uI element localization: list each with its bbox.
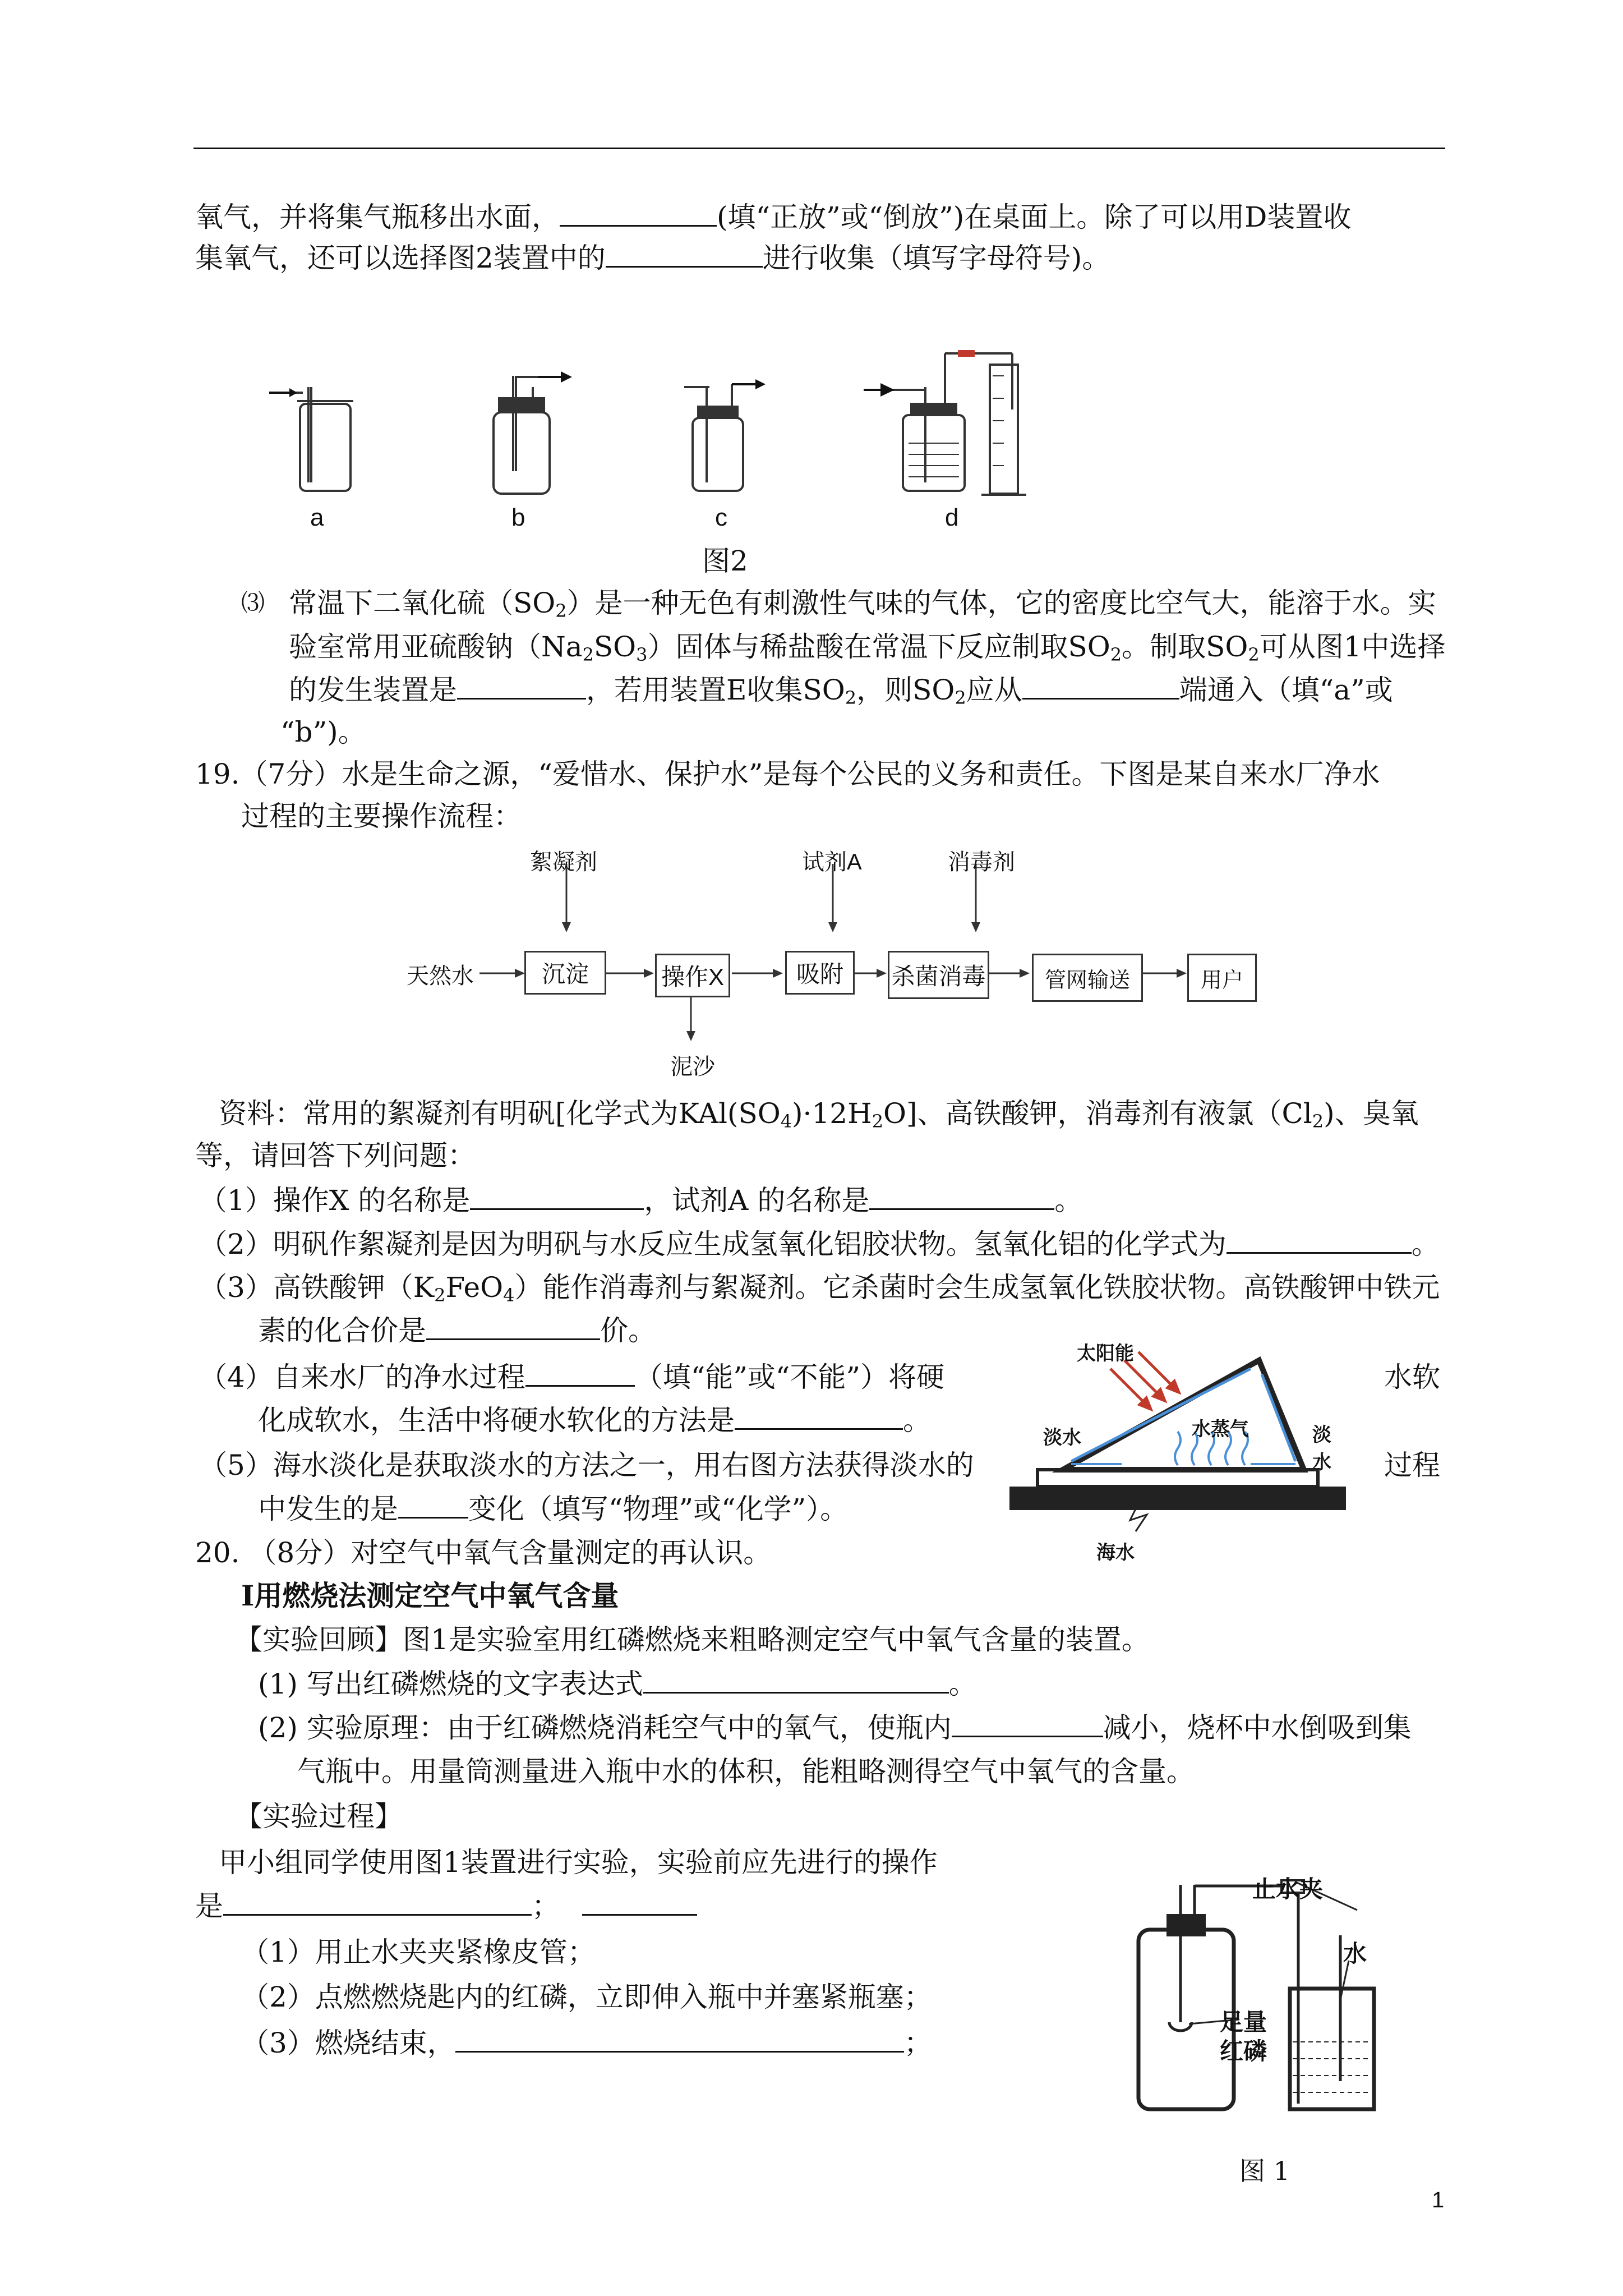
still-fresh-left: 淡水 [1043, 1427, 1081, 1448]
fig1-clamp-label: 止水夹 [1252, 1876, 1324, 1902]
q19-p4: （4）自来水厂的净水过程 （填“能”或“不能”）将硬 [199, 1361, 945, 1393]
q19-line2: 过程的主要操作流程： [241, 800, 522, 832]
still-sun-label: 太阳能 [1077, 1343, 1134, 1364]
q20-review: 【实验回顾】图1是实验室用红磷燃烧来粗略测定空气中氧气含量的装置。 [234, 1623, 1150, 1656]
q19-info1: 资料：常用的絮凝剂有明矾[化学式为$KAl(SO_4)\cdot 12H_2O$]、高铁酸钾，消毒剂有液氯$(Cl_2)$、臭氧 [219, 1097, 1419, 1132]
still-vapor: 水蒸气 [1192, 1419, 1249, 1440]
answer-blank[interactable] [735, 1404, 903, 1430]
q19-line1: 19.（7分）水是生命之源，“爱惜水、保护水”是每个公民的义务和责任。下图是某自来水厂净水 [195, 758, 1380, 790]
q20-process: 【实验过程】 [234, 1800, 403, 1833]
fig2-label-a: a [310, 504, 324, 531]
flow-disinfectant: 消毒剂 [948, 850, 1015, 875]
q20-pa: 甲小组同学使用图1装置进行实验，实验前应先进行的操作 [219, 1846, 938, 1879]
q18-3-line1: 常温下二氧化硫$(SO_2)$是一种无色有刺激性气味的气体，它的密度比空气大，能溶于水。实 [289, 587, 1436, 622]
q18-line1: 氧气，并将集气瓶移出水面， (填“正放”或“倒放”)在桌面上。除了可以用D装置收 [195, 201, 1352, 233]
q20-s3: （3）燃烧结束， ； [241, 2027, 932, 2059]
answer-blank[interactable] [426, 1314, 600, 1340]
q20-r1: (1) 写出红磷燃烧的文字表达式 。 [258, 1668, 977, 1700]
q18-3-line3: 的发生装置是 ，若用装置E收集$SO_2$，则$SO_2$应从 端通入（填“a”或 [289, 674, 1393, 708]
fig2-label-c: c [715, 504, 727, 531]
q19-p3-cont: 素的化合价是 价。 [258, 1314, 656, 1347]
q20-pb: 是 ； [195, 1889, 697, 1923]
q20-heading: Ⅰ用燃烧法测定空气中氧气含量 [241, 1579, 619, 1612]
answer-blank[interactable] [398, 1492, 468, 1519]
q19-p4-cont: 化成软水，生活中将硬水软化的方法是 。 [258, 1404, 931, 1437]
q19-p2: （2）明矾作絮凝剂是因为明矾与水反应生成氢氧化铝胶状物。氢氧化铝的化学式为 。 [199, 1228, 1440, 1260]
q18-3-line2: 验室常用亚硫酸钠$(Na_2SO_3)$固体与稀盐酸在常温下反应制取$SO_2$。制取$SO_2$可从图1中选择 [289, 631, 1446, 665]
fig1-phosphorus-label-1: 足量 [1220, 2009, 1267, 2035]
q20-s1: （1）用止水夹夹紧橡皮管； [241, 1936, 596, 1968]
q20-r2: (2) 实验原理：由于红磷燃烧消耗空气中的氧气，使瓶内 减小，烧杯中水倒吸到集 [258, 1711, 1412, 1744]
q18-3-num: ⑶ [241, 589, 265, 616]
still-fresh-right: 淡水 [1312, 1424, 1331, 1473]
q20-r2-cont: 气瓶中。用量筒测量进入瓶中水的体积，能粗略测得空气中氧气的含量。 [297, 1755, 1195, 1788]
fig2-apparatus [258, 342, 1043, 499]
q18-line2: 集氧气，还可以选择图2装置中的 进行收集（填写字母符号)。 [195, 242, 1110, 274]
answer-blank[interactable] [1227, 1227, 1412, 1254]
flow-step-adsorb: 吸附 [785, 951, 855, 995]
answer-blank[interactable] [455, 2026, 904, 2053]
answer-blank[interactable] [582, 1889, 697, 1916]
q20-s2: （2）点燃燃烧匙内的红磷，立即伸入瓶中并塞紧瓶塞； [241, 1981, 932, 2013]
flow-step-sediment: 沉淀 [524, 951, 606, 995]
answer-blank[interactable] [606, 241, 763, 268]
flow-reagent-a: 试剂A [802, 850, 862, 875]
q19-p1: （1）操作X 的名称是 ，试剂A 的名称是 。 [199, 1184, 1083, 1217]
q19-p5-cont: 中发生的是 变化（填写“物理”或“化学”）。 [258, 1493, 849, 1525]
flow-step-pipeline: 管网输送 [1032, 954, 1143, 1002]
header-rule [193, 148, 1445, 149]
still-sea: 海水 [1096, 1542, 1135, 1563]
fig2-caption: 图2 [702, 545, 748, 577]
answer-blank[interactable] [952, 1711, 1103, 1737]
page-number: 1 [1432, 2188, 1445, 2212]
fig1-apparatus [1127, 1868, 1396, 2120]
q19-p3: （3）高铁酸钾$(K_2FeO_4)$能作消毒剂与絮凝剂。它杀菌时会生成氢氧化铁胶状物。高铁酸钾中铁元 [199, 1271, 1440, 1306]
fig1-phosphorus-label-2: 红磷 [1220, 2038, 1267, 2064]
q19-p5-end: 过程 [1384, 1449, 1440, 1481]
answer-blank[interactable] [470, 1184, 644, 1210]
fig2-label-d: d [945, 504, 959, 531]
answer-blank[interactable] [560, 200, 717, 227]
q20-line1: 20. （8分）对空气中氧气含量测定的再认识。 [195, 1536, 772, 1569]
answer-blank[interactable] [525, 1360, 635, 1387]
q19-p5: （5）海水淡化是获取淡水的方法之一，用右图方法获得淡水的 [199, 1449, 974, 1481]
flow-step-operation-x: 操作X [655, 954, 730, 997]
fig2-label-b: b [511, 504, 525, 531]
q18-3-line4: “b”)。 [280, 716, 366, 748]
answer-blank[interactable] [869, 1184, 1054, 1210]
fig1-caption: 图 1 [1239, 2156, 1290, 2186]
flow-flocculant: 絮凝剂 [530, 850, 597, 875]
answer-blank[interactable] [223, 1889, 532, 1916]
flow-step-user: 用户 [1187, 954, 1257, 1002]
flow-byproduct: 泥沙 [670, 1055, 715, 1079]
flow-step-disinfect: 杀菌消毒 [888, 951, 989, 999]
q19-p4-end: 水软 [1384, 1361, 1440, 1393]
answer-blank[interactable] [643, 1667, 949, 1694]
answer-blank[interactable] [1022, 673, 1179, 700]
answer-blank[interactable] [457, 673, 586, 700]
flow-source: 天然水 [407, 964, 474, 988]
q19-info2: 等，请回答下列问题： [195, 1139, 476, 1172]
fig1-water-label: 水 [1343, 1940, 1367, 1967]
